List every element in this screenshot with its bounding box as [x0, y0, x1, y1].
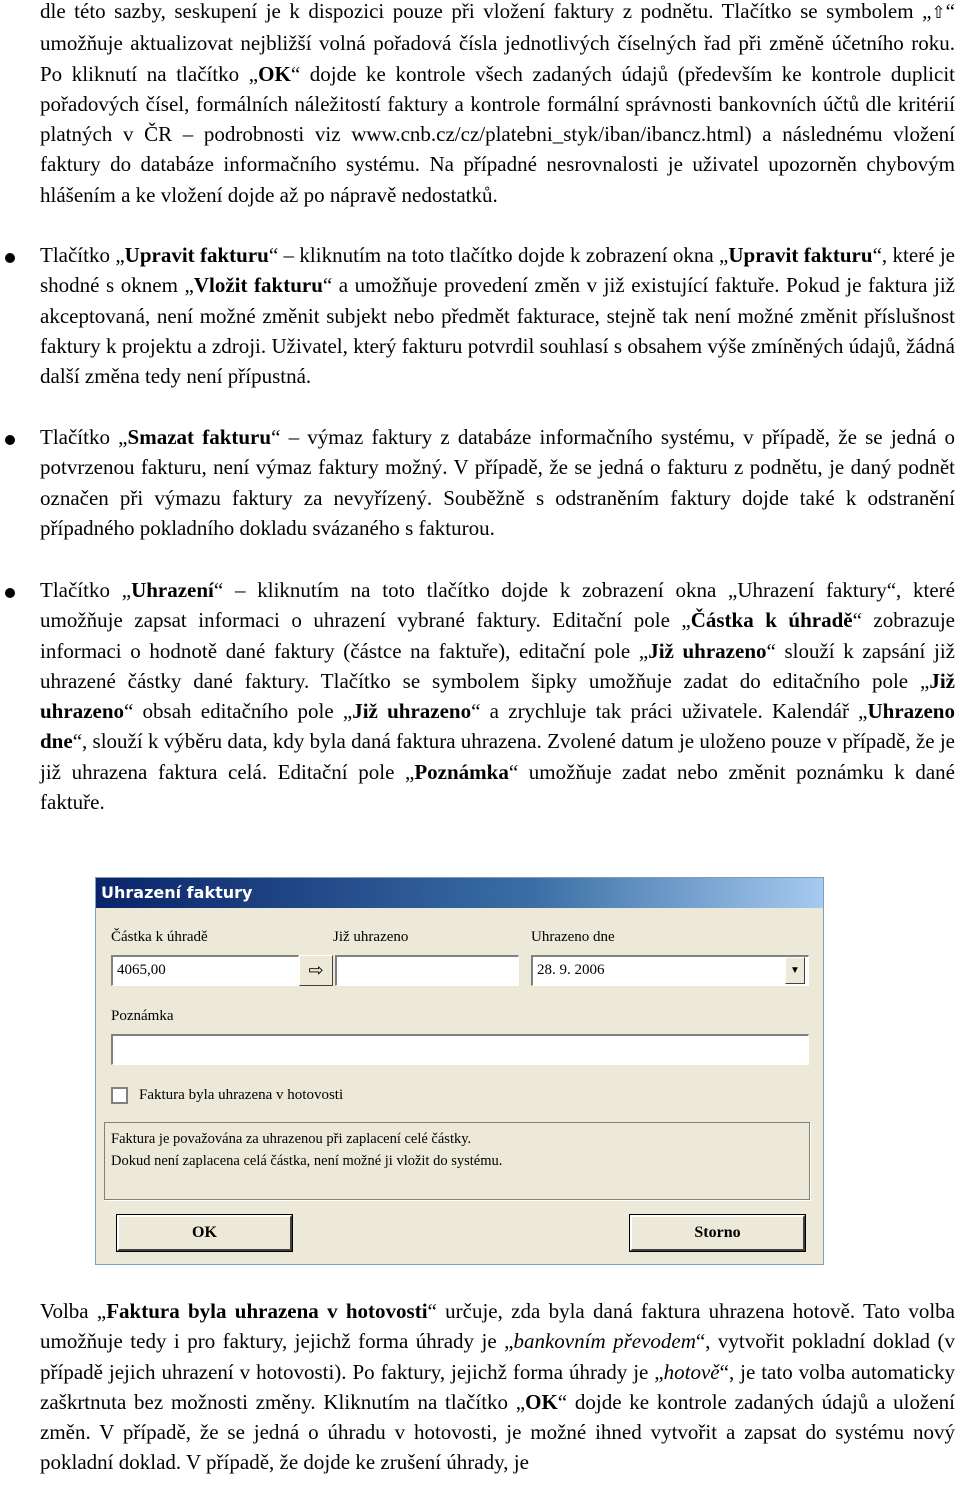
bullet-icon — [5, 588, 15, 598]
ok-term: OK — [525, 1389, 558, 1414]
term-jiz-uhrazeno: Již uhrazeno — [40, 668, 955, 724]
text: “ dojde ke kontrole všech zadaných údajů (především ke kontrole duplicit pořadových čísel, formálních náležitostí faktury a kontrole formální správnosti bankovních účtů dle kritérií platných v ČR – podrobnosti viz www.cnb.cz/cz/platebni_styk/iban/ibancz.html) a následnému vložení faktury do databáze informačního systému. Na případné nesrovnalosti je uživatel upozorněn chybovým hlášením a ke vložení dojde až po nápravě nedostatků. — [40, 61, 956, 207]
ok-button[interactable]: OK — [117, 1215, 292, 1251]
text: “ určuje, zda byla daná faktura uhrazena hotově. Tato volba umožňuje tedy i pro faktury, jejichž forma úhrady je „ — [40, 1299, 956, 1354]
date-value: 28. 9. 2006 — [537, 962, 605, 978]
text: “, vytvořit pokladní doklad (v případě jejich uhrazení v hotovosti). Po faktury, jejichž forma úhrady je „ — [40, 1329, 955, 1384]
term-upravit: Upravit fakturu — [124, 243, 269, 267]
text: “ umožňuje zadat nebo změnit poznámku k dané faktuře. — [40, 759, 955, 815]
text: Tlačítko „ — [40, 578, 132, 602]
text: “, je tato volba automaticky zaškrtnuta bez možnosti změny. Kliknutím na tlačítko „ — [40, 1359, 956, 1414]
text: “ a zrychluje tak práci uživatele. Kalendář „ — [471, 699, 868, 724]
term-jiz-uhrazeno: Již uhrazeno — [648, 638, 767, 663]
ok-term: OK — [258, 61, 291, 86]
up-arrow-icon: ⇧ — [931, 3, 946, 23]
cash-checkbox-label: Faktura byla uhrazena v hotovosti — [139, 1087, 344, 1103]
term-castka: Částka k úhradě — [690, 608, 853, 633]
term-vlozit: Vložit fakturu — [193, 273, 323, 298]
text: “ zobrazuje informaci o hodnotě dané faktury (částce na faktuře), editační pole „ — [40, 608, 955, 663]
bullet-icon — [5, 435, 15, 445]
text: “ – kliknutím na toto tlačítko dojde k zobrazení okna „Uhrazení faktury“, které umožňuje zapsat informaci o uhrazení vybrané faktury. Editační pole „ — [40, 578, 955, 633]
term-bank-transfer: bankovním převodem — [513, 1329, 696, 1354]
text: “ slouží k zapsání již uhrazené částky dané faktury. Tlačítko se symbolem šipky umožňuje zadat do editačního pole „ — [40, 638, 955, 693]
term-poznamka: Poznámka — [414, 759, 509, 784]
text: “ obsah editačního pole „ — [124, 699, 353, 724]
dialog-title: Uhrazení faktury — [96, 878, 823, 908]
term-cash-form: hotově — [663, 1359, 720, 1384]
term-upravit: Upravit fakturu — [728, 243, 873, 267]
date-label: Uhrazeno dne — [531, 929, 615, 945]
note-label: Poznámka — [111, 1008, 174, 1024]
amount-field[interactable]: 4065,00 — [111, 955, 299, 986]
paragraph-cash — [40, 1296, 955, 1478]
text: dle této sazby, seskupení je k dispozici pouze při vložení faktury z podnětu. Tlačítko se symbolem „ — [40, 0, 932, 23]
text: “ dojde ke kontrole zadaných údajů a uložení změn. V případě, že se jedná o úhradu v hotovosti, je možné ihned vytvořit a zapsat do systému nový pokladní doklad. V případě, že dojde ke zrušení úhrady, je — [40, 1389, 955, 1475]
text: Tlačítko „ — [40, 425, 128, 449]
date-field[interactable] — [531, 955, 809, 986]
term-cash: Faktura byla uhrazena v hotovosti — [106, 1299, 428, 1323]
note-field[interactable] — [111, 1034, 809, 1065]
copy-arrow-button[interactable]: ⇨ — [299, 955, 333, 986]
amount-label: Částka k úhradě — [111, 929, 208, 945]
paid-label: Již uhrazeno — [333, 929, 409, 945]
calendar-dropdown-icon[interactable]: ▼ — [785, 957, 805, 984]
text: “, které je shodné s oknem „ — [40, 243, 955, 298]
term-uhrazeno-dne: Uhrazeno dne — [40, 699, 955, 754]
text: “, slouží k výběru data, kdy byla daná faktura uhrazena. Zvolené datum je uloženo pouze v případě, že je již uhrazena faktura celá. Editační pole „ — [40, 729, 955, 784]
term-jiz-uhrazeno: Již uhrazeno — [352, 699, 472, 724]
info-line-1: Faktura je považována za uhrazenou při zaplacení celé částky. — [111, 1131, 472, 1147]
bullet-icon — [5, 253, 15, 263]
paragraph-intro — [40, 0, 955, 210]
text: “ – kliknutím na toto tlačítko dojde k zobrazení okna „ — [268, 243, 729, 267]
term-smazat: Smazat fakturu — [127, 425, 272, 449]
text: “ a umožňuje provedení změn v již existující faktuře. Pokud je faktura již akceptovaná, není možné změnit subjekt nebo předmět fakturace, stejně tak není možné změnit příslušnost faktury k projektu a zdroji. Uživatel, který fakturu potvrdil souhlasí s obsahem výše zmíněných údajů, žádná další změna tedy není přípustná. — [40, 273, 955, 389]
paid-field[interactable] — [335, 955, 519, 986]
bullet-uhrazeni — [40, 575, 955, 817]
text: “ umožňuje aktualizovat nejbližší volná pořadová čísla jednotlivých číselných řad při změně účetního roku. Po kliknutí na tlačítko „ — [40, 0, 955, 86]
bullet-smazat — [40, 422, 955, 543]
bullet-upravit — [40, 240, 955, 391]
cancel-button[interactable]: Storno — [630, 1215, 805, 1251]
text: Tlačítko „ — [40, 243, 125, 267]
info-line-2: Dokud není zaplacena celá částka, není možné ji vložit do systému. — [111, 1153, 503, 1169]
term-uhrazeni: Uhrazení — [131, 578, 214, 602]
text: “ – výmaz faktury z databáze informačního systému, v případě, že se jedná o potvrzenou fakturu, není výmaz faktury možný. V případě, že se jedná o fakturu z podnětu, je daný podnět označen při výmazu faktury za nevyřízený. Souběžně s odstraněním faktury dojde také k odstranění případného pokladního dokladu svázaného s fakturou. — [40, 425, 956, 540]
text: Volba „ — [40, 1299, 107, 1323]
cash-checkbox[interactable] — [111, 1087, 128, 1104]
